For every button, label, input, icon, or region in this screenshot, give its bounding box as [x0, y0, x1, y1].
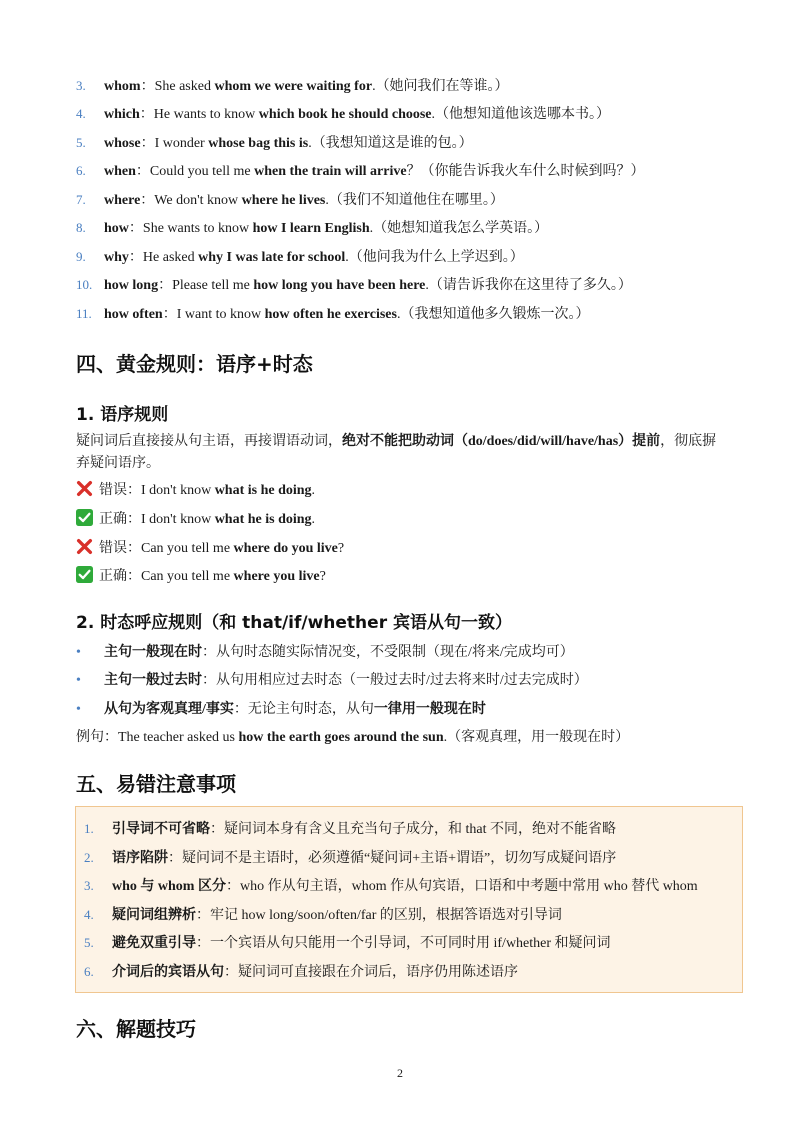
separator: ：	[127, 569, 141, 584]
note-term: 疑问词组辨析	[112, 908, 196, 923]
bullet-icon: •	[76, 645, 81, 660]
tense-example-sentence	[76, 728, 629, 748]
sentence-start: Could you tell me	[149, 164, 255, 179]
translation: .（她问我们在等谁。）	[372, 79, 509, 94]
separator: ：	[158, 278, 173, 293]
sentence-start: He wants to know	[153, 107, 259, 122]
translation: .（请告诉我你在这里待了多久。）	[425, 278, 632, 293]
separator: ：	[127, 541, 141, 556]
bullet-text: ：从句用相应过去时态（一般过去时/过去将来时/过去完成时）	[202, 673, 588, 688]
translation: .（他问我为什么上学迟到。）	[345, 250, 524, 265]
bullet-icon: •	[76, 673, 81, 688]
separator: ：	[127, 512, 141, 527]
list-item	[76, 218, 548, 239]
bullet-icon: •	[76, 702, 81, 717]
clause: how the earth goes around the sun	[238, 730, 444, 745]
list-item	[76, 304, 589, 325]
list-number: 6.	[76, 163, 86, 178]
sentence-start: The teacher asked us	[118, 730, 239, 745]
translation: .（我们不知道他住在哪里。）	[325, 193, 504, 208]
bullet-item	[76, 671, 588, 691]
check-mark-icon	[76, 566, 93, 583]
clause: whom we were waiting for	[214, 79, 373, 94]
list-number: 7.	[76, 192, 86, 207]
separator: ：	[128, 250, 143, 265]
sentence-start: She asked	[154, 79, 215, 94]
list-number: 2.	[84, 850, 94, 865]
note-term: 语序陷阱	[112, 851, 168, 866]
sentence-start: He asked	[142, 250, 199, 265]
mistakes-note-box	[75, 806, 743, 993]
translation: .（我想知道这是谁的包。）	[308, 136, 473, 151]
subheading-tense-agreement: 2. 时态呼应规则（和 that/if/whether 宾语从句一致）	[76, 613, 512, 633]
sentence-start: Can you tell me	[141, 569, 234, 584]
translation: .（他想知道他该选哪本书。）	[431, 107, 611, 122]
sentence-start: We don't know	[154, 193, 242, 208]
subheading-word-order: 1. 语序规则	[76, 405, 169, 425]
keyword: which	[104, 107, 140, 122]
note-text: ：疑问词本身有含义且充当句子成分，和 that 不同，绝对不能省略	[210, 822, 616, 837]
clause: where you live	[233, 569, 320, 584]
check-mark-icon	[76, 509, 93, 526]
translation: ？（你能告诉我火车什么时候到吗？）	[406, 164, 645, 179]
note-text: ：疑问词可直接跟在介词后，语序仍用陈述语序	[224, 965, 518, 980]
clause: whose bag this is	[208, 136, 309, 151]
note-text: ：一个宾语从句只能用一个引导词，不可同时用 if/whether 和疑问词	[196, 936, 611, 951]
desc-text: 疑问词后直接接从句主语，再接谓语动词，	[76, 434, 342, 449]
list-item	[76, 76, 509, 97]
sentence-start: Can you tell me	[141, 541, 234, 556]
bullet-text: ：从句时态随实际情况变，不受限制（现在/将来/完成均可）	[202, 645, 574, 660]
example-right-2	[76, 566, 326, 587]
list-number: 5.	[84, 935, 94, 950]
list-number: 4.	[76, 106, 86, 121]
separator: ：	[140, 136, 155, 151]
punctuation: .	[311, 483, 316, 498]
clause: when the train will arrive	[254, 164, 407, 179]
list-item	[84, 876, 698, 897]
list-item	[84, 819, 616, 840]
example-wrong-2	[76, 538, 344, 559]
note-term: 介词后的宾语从句	[112, 965, 224, 980]
clause: where do you live	[233, 541, 338, 556]
clause: what he is doing	[214, 512, 312, 527]
list-item	[76, 104, 610, 125]
keyword: whom	[104, 79, 141, 94]
list-number: 6.	[84, 964, 94, 979]
keyword: when	[104, 164, 136, 179]
list-number: 5.	[76, 135, 86, 150]
list-number: 8.	[76, 220, 86, 235]
list-item	[76, 161, 645, 182]
keyword: how long	[104, 278, 159, 293]
punctuation: ?	[319, 569, 326, 584]
list-item	[76, 190, 504, 211]
cross-mark-icon	[76, 538, 93, 555]
list-number: 4.	[84, 907, 94, 922]
keyword: whose	[104, 136, 141, 151]
punctuation: .	[311, 512, 316, 527]
clause: how long you have been here	[253, 278, 426, 293]
sentence-start: I don't know	[141, 483, 215, 498]
list-item	[76, 133, 473, 154]
example-wrong-1	[76, 480, 315, 501]
list-number: 3.	[76, 78, 86, 93]
bullet-item	[76, 643, 574, 663]
bullet-term: 主句一般现在时	[104, 645, 202, 660]
list-item	[84, 848, 616, 869]
separator: ：	[162, 307, 177, 322]
separator: ：	[127, 483, 141, 498]
separator: ：	[135, 164, 150, 179]
bullet-term: 主句一般过去时	[104, 673, 202, 688]
clause: which book he should choose	[258, 107, 432, 122]
note-term: 引导词不可省略	[112, 822, 210, 837]
sentence-start: I don't know	[141, 512, 215, 527]
example-label: 错误	[99, 483, 127, 498]
clause: how I learn English	[252, 221, 370, 236]
clause: where he lives	[241, 193, 326, 208]
bullet-text: ：无论主句时态，从句	[233, 702, 374, 717]
sentence-start: Please tell me	[172, 278, 254, 293]
page-number: 2	[397, 1066, 403, 1080]
section-heading-golden-rules: 四、黄金规则：语序+时态	[76, 352, 313, 376]
separator: ：	[139, 107, 154, 122]
keyword: how often	[104, 307, 163, 322]
note-text: ：who 作从句主语，whom 作从句宾语，口语和中考题中常用 who 替代 whom	[225, 879, 698, 894]
example-label: 例句：	[76, 730, 118, 745]
note-text: ：疑问词不是主语时，必须遵循“疑问词+主语+谓语”，切勿写成疑问语序	[168, 851, 617, 866]
list-item	[84, 933, 611, 954]
translation: .（她想知道我怎么学英语。）	[369, 221, 549, 236]
sentence-start: I wonder	[154, 136, 209, 151]
clause: why I was late for school	[198, 250, 346, 265]
note-term: who 与 whom 区分	[112, 879, 226, 894]
list-item	[76, 275, 632, 296]
keyword: how	[104, 221, 129, 236]
note-text: ：牢记 how long/soon/often/far 的区别，根据答语选对引导词	[196, 908, 562, 923]
example-label: 错误	[99, 541, 127, 556]
bullet-term: 从句为客观真理/事实	[104, 702, 234, 717]
list-number: 10.	[76, 277, 93, 292]
example-right-1	[76, 509, 315, 530]
example-label: 正确	[99, 569, 127, 584]
list-number: 3.	[84, 878, 94, 893]
bullet-emphasis: 一律用一般现在时	[373, 702, 486, 717]
list-item	[84, 905, 562, 926]
note-term: 避免双重引导	[112, 936, 196, 951]
separator: ：	[140, 193, 155, 208]
desc-text-end: ，彻底摒弃疑问语序。	[76, 434, 717, 471]
list-item	[84, 962, 518, 983]
separator: ：	[140, 79, 155, 94]
list-item	[76, 247, 524, 268]
clause: how often he exercises	[264, 307, 397, 322]
separator: ：	[128, 221, 143, 236]
punctuation: ?	[337, 541, 345, 556]
list-number: 11.	[76, 306, 92, 321]
section-heading-problem-solving-tips: 六、解题技巧	[76, 1017, 196, 1041]
sentence-start: I want to know	[176, 307, 265, 322]
bullet-item	[76, 700, 486, 720]
list-number: 1.	[84, 821, 94, 836]
keyword: where	[104, 193, 141, 208]
sentence-start: She wants to know	[142, 221, 253, 236]
translation: .（客观真理，用一般现在时）	[443, 730, 630, 745]
clause: what is he doing	[214, 483, 312, 498]
keyword: why	[104, 250, 129, 265]
list-number: 9.	[76, 249, 86, 264]
section-heading-common-mistakes: 五、易错注意事项	[76, 772, 236, 796]
translation: .（我想知道他多久锻炼一次。）	[396, 307, 590, 322]
example-label: 正确	[99, 512, 127, 527]
cross-mark-icon	[76, 480, 93, 497]
word-order-description	[76, 431, 724, 475]
desc-emphasis: 绝对不能把助动词（do/does/did/will/have/has）提前	[342, 434, 661, 449]
